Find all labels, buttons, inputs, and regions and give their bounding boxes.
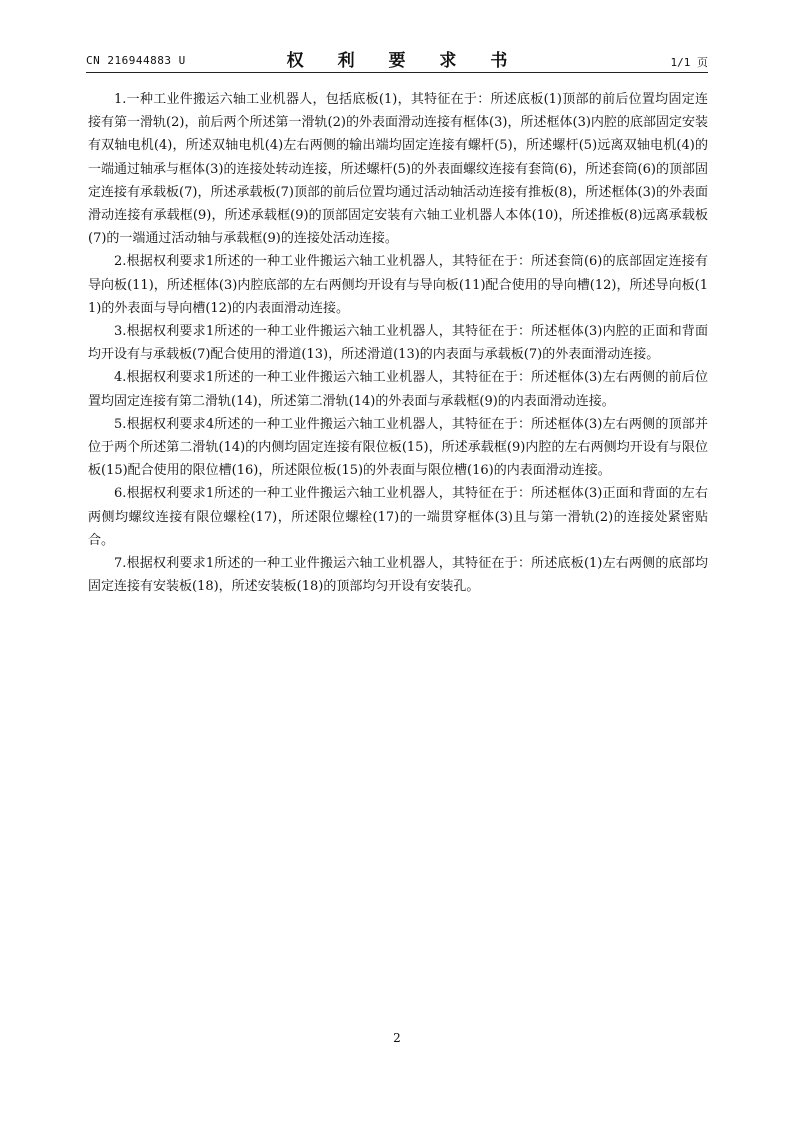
claim-3: 3.根据权利要求1所述的一种工业件搬运六轴工业机器人，其特征在于：所述框体(3)内腔的正面和背面均开设有与承载板(7)配合使用的滑道(13)，所述滑道(13)的内表面与承载板(7)的外表面滑动连接。 — [88, 324, 708, 363]
page-number: 2 — [393, 1031, 401, 1045]
claims-body — [88, 88, 708, 598]
header-divider — [86, 72, 708, 73]
patent-number: CN 216944883 U — [86, 54, 186, 67]
claim-6: 6.根据权利要求1所述的一种工业件搬运六轴工业机器人，其特征在于：所述框体(3)正面和背面的左右两侧均螺纹连接有限位螺栓(17)，所述限位螺栓(17)的一端贯穿框体(3)且与第一滑轨(2)的连接处紧密贴合。 — [88, 486, 708, 548]
claim-2: 2.根据权利要求1所述的一种工业件搬运六轴工业机器人，其特征在于：所述套筒(6)的底部固定连接有导向板(11)，所述框体(3)内腔底部的左右两侧均开设有与导向板(11)配合使用的导向槽(12)，所述导向板(11)的外表面与导向槽(12)的内表面滑动连接。 — [88, 254, 708, 316]
page-info: 1/1 页 — [670, 56, 708, 69]
document-title: 权 利 要 求 书 — [286, 51, 522, 71]
claim-7: 7.根据权利要求1所述的一种工业件搬运六轴工业机器人，其特征在于：所述底板(1)左右两侧的底部均固定连接有安装板(18)，所述安装板(18)的顶部均匀开设有安装孔。 — [88, 556, 708, 595]
page-header — [86, 46, 708, 70]
claim-5: 5.根据权利要求4所述的一种工业件搬运六轴工业机器人，其特征在于：所述框体(3)左右两侧的顶部并位于两个所述第二滑轨(14)的内侧均固定连接有限位板(15)，所述承载框(9)内腔的左右两侧均开设有与限位板(15)配合使用的限位槽(16)，所述限位板(15)的外表面与限位槽(16)的内表面滑动连接。 — [88, 416, 708, 479]
claim-1: 1.一种工业件搬运六轴工业机器人，包括底板(1)，其特征在于：所述底板(1)顶部的前后位置均固定连接有第一滑轨(2)，前后两个所述第一滑轨(2)的外表面滑动连接有框体(3)，所述框体(3)内腔的底部固定安装有双轴电机(4)，所述双轴电机(4)左右两侧的输出端均固定连接有螺杆(5)，所述螺杆(5)远离双轴电机(4)的一端通过轴承与框体(3)的连接处转动连接，所述螺杆(5)的外表面螺纹连接有套筒(6)，所述套筒(6)的顶部固定连接有承载板(7)，所述承载板(7)顶部的前后位置均通过活动轴活动连接有推板(8)，所述框体(3)的外表面滑动连接有承载框(9)，所述承载框(9)的顶部固定安装有六轴工业机器人本体(10)，所述推板(8)远离承载板(7)的一端通过活动轴与承载框(9)的连接处活动连接。 — [88, 92, 708, 247]
claim-4: 4.根据权利要求1所述的一种工业件搬运六轴工业机器人，其特征在于：所述框体(3)左右两侧的前后位置均固定连接有第二滑轨(14)，所述第二滑轨(14)的外表面与承载框(9)的内表面滑动连接。 — [88, 370, 708, 409]
